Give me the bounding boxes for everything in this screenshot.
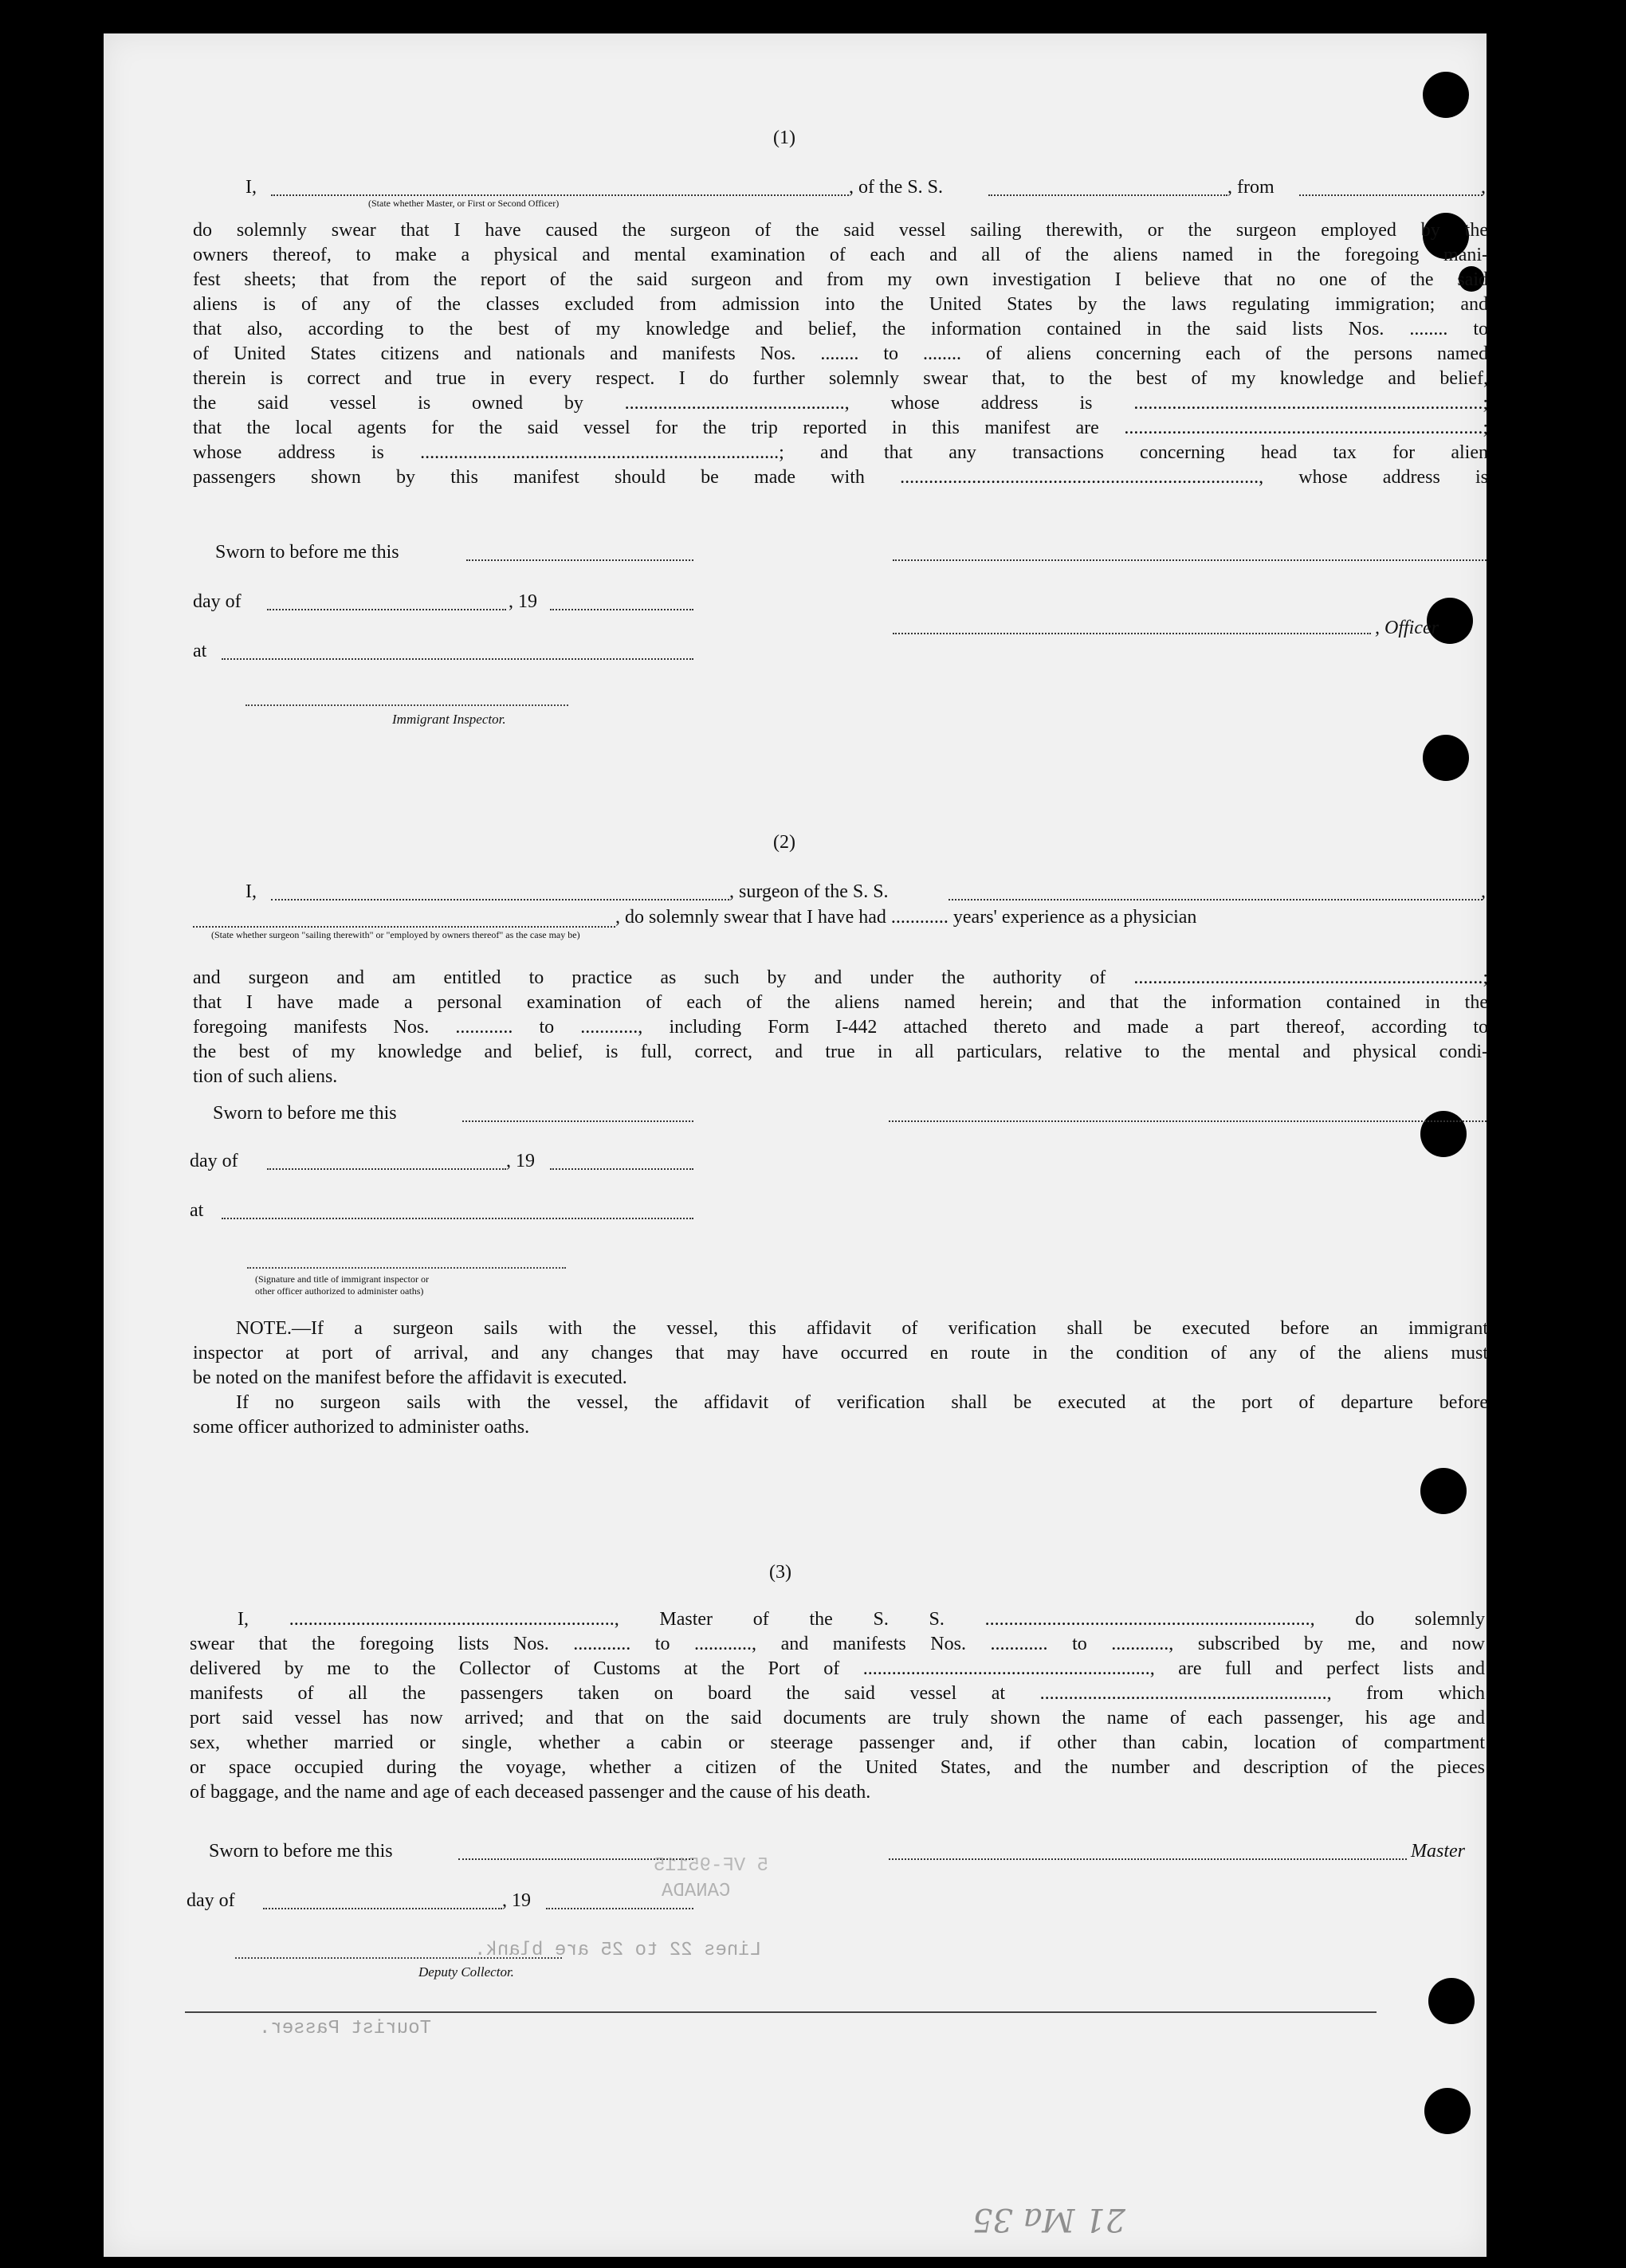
s2-signature-note-2: other officer authorized to administer oaths) <box>255 1285 424 1297</box>
note-paragraph-2 <box>193 1391 1488 1440</box>
s3-para-line: delivered by me to the Collector of Customs at the Port of ............................................................, are full and perfect lists and <box>190 1658 1485 1679</box>
s1-para-line: of United States citizens and nationals and manifests Nos. ........ to ........ of aliens concerning each of the persons named <box>193 343 1488 364</box>
tourist-stamp: Tourist Passer. <box>259 2018 432 2039</box>
s2-surgeon-name-field <box>271 899 729 901</box>
s3-master-label: Master <box>1411 1841 1465 1862</box>
s1-year-field <box>550 609 693 610</box>
s1-subscript: (State whether Master, or First or Second Officer) <box>368 198 560 209</box>
s1-officer-sig-line-2 <box>893 633 1371 634</box>
manifest-page <box>104 33 1487 2257</box>
s2-sworn-field <box>462 1120 693 1122</box>
s1-sworn-field <box>466 559 693 561</box>
section-2-number: (2) <box>773 832 795 853</box>
s2-para-line: the best of my knowledge and belief, is full, correct, and true in all particulars, relative to the mental and physical condi- <box>193 1042 1488 1062</box>
s2-day-field <box>267 1168 506 1170</box>
binder-hole-1 <box>1423 72 1469 118</box>
s2-sig-line-1 <box>889 1120 1487 1122</box>
s2-ship-field <box>949 899 1483 901</box>
s1-ship-name-field <box>988 194 1227 196</box>
s3-year-field <box>546 1908 693 1909</box>
s1-para-line: therein is correct and true in every respect. I do further solemnly swear that, to the best of my knowledge and belief, <box>193 368 1488 389</box>
s1-at-field <box>222 658 693 660</box>
s1-para-line: the said vessel is owned by .............................................., whose address is .........................................................................; <box>193 393 1488 414</box>
s3-sworn-label: Sworn to before me this <box>209 1841 393 1862</box>
s1-para-line: aliens is of any of the classes excluded from admission into the United States by the laws regulating immigration; and <box>193 294 1488 315</box>
note-line: some officer authorized to administer oaths. <box>193 1417 530 1438</box>
note-line: be noted on the manifest before the affidavit is executed. <box>193 1367 627 1388</box>
s2-type-field <box>193 926 615 928</box>
s1-para-line: passengers shown by this manifest should be made with ..........................................................................., whose address is <box>193 467 1488 488</box>
s3-para-line: manifests of all the passengers taken on board the said vessel at ............................................................, from which <box>190 1683 1485 1704</box>
canada-stamp: CANADA <box>662 1881 731 1902</box>
note-line: If no surgeon sails with the vessel, the affidavit of verification shall be executed at the port of departure before <box>236 1392 1488 1413</box>
s3-affidavit-paragraph <box>190 1607 1485 1805</box>
s1-inspector-label: Immigrant Inspector. <box>392 712 506 727</box>
s3-para-line: sex, whether married or single, whether a cabin or steerage passenger and, if other than cabin, location of compartment <box>190 1732 1485 1753</box>
s2-sig-line <box>247 1267 566 1269</box>
s1-sworn-label: Sworn to before me this <box>215 542 399 563</box>
s3-day-field <box>263 1908 502 1909</box>
s2-affidavit-paragraph <box>193 966 1488 1089</box>
s3-master-sig-line <box>889 1858 1407 1860</box>
s3-day-of-label: day of <box>187 1890 235 1911</box>
binder-hole-7 <box>1420 1468 1467 1514</box>
s3-deputy-label: Deputy Collector. <box>418 1964 514 1980</box>
s3-nineteen-label: , 19 <box>502 1890 531 1911</box>
section-1-number: (1) <box>773 128 795 148</box>
s1-para-line: whose address is ...........................................................................; and that any transactions concerning head tax for alien <box>193 442 1488 463</box>
s1-officer-name-field <box>271 194 849 196</box>
s3-para-line: of baggage, and the name and age of each deceased passenger and the cause of his death. <box>190 1782 871 1803</box>
s1-para-line: that the local agents for the said vessel for the trip reported in this manifest are ...........................................................................; <box>193 418 1488 438</box>
s2-surgeon-label: , surgeon of the S. S. <box>729 881 889 902</box>
s1-officer-sig-line-1 <box>893 559 1487 561</box>
s2-year-field <box>550 1168 693 1170</box>
s2-para-line: that I have made a personal examination of each of the aliens named herein; and that the information contained in the <box>193 992 1488 1013</box>
bottom-rule <box>185 2011 1377 2013</box>
s1-affidavit-paragraph <box>193 218 1488 490</box>
s1-from-field <box>1299 194 1483 196</box>
s1-comma: , <box>1481 177 1486 198</box>
s1-i-label: I, <box>245 177 257 198</box>
s2-at-label: at <box>190 1200 204 1221</box>
s2-para-line: and surgeon and am entitled to practice as such by and under the authority of .........................................................................; <box>193 967 1488 988</box>
s2-comma: , <box>1481 881 1486 902</box>
s3-para-line: I, ...................................................................., Master of the S. S. ...................................................................., do solemnly <box>238 1609 1485 1630</box>
binder-hole-9 <box>1424 2088 1471 2134</box>
s2-signature-note-1: (Signature and title of immigrant inspector or <box>255 1273 429 1285</box>
s1-para-line: fest sheets; that from the report of the said surgeon and from my own investigation I believe that no one of the said <box>193 269 1488 290</box>
s1-day-of-label: day of <box>193 591 242 612</box>
s1-day-field <box>267 609 506 610</box>
s2-para-line: tion of such aliens. <box>193 1066 338 1087</box>
s1-inspector-sig-line <box>245 704 568 706</box>
bottom-handwritten-note: 21 Ma 35 <box>972 2201 1126 2238</box>
section-3-number: (3) <box>769 1562 791 1583</box>
s1-from-label: , from <box>1227 177 1274 198</box>
s2-para-line: foregoing manifests Nos. ............ to ............, including Form I-442 attached thereto and made a part thereof, according to <box>193 1017 1488 1038</box>
vf-number-stamp: 5 VF-95115 <box>654 1855 769 1877</box>
s1-of-ss-label: , of the S. S. <box>849 177 944 198</box>
s2-nineteen-label: , 19 <box>506 1151 535 1171</box>
s1-at-label: at <box>193 641 207 661</box>
s2-line2: , do solemnly swear that I have had ............ years' experience as a physician <box>615 907 1197 928</box>
binder-hole-6 <box>1420 1111 1467 1157</box>
s3-para-line: or space occupied during the voyage, whether a citizen of the United States, and the number and description of the pieces <box>190 1757 1485 1778</box>
note-line: inspector at port of arrival, and any changes that may have occurred en route in the condition of any of the aliens must <box>193 1343 1488 1364</box>
s1-nineteen-label: , 19 <box>509 591 537 612</box>
s1-para-line: do solemnly swear that I have caused the surgeon of the said vessel sailing therewith, or the surgeon employed by the <box>193 220 1488 241</box>
s3-para-line: swear that the foregoing lists Nos. ............ to ............, and manifests Nos. ............ to ............, subscribed by me, and now <box>190 1634 1485 1654</box>
s3-para-line: port said vessel has now arrived; and that on the said documents are truly shown the name of each passenger, his age and <box>190 1708 1485 1728</box>
s2-subscript: (State whether surgeon "sailing therewith" or "employed by owners thereof" as the case may be) <box>211 929 580 940</box>
note-line: NOTE.—If a surgeon sails with the vessel, this affidavit of verification shall be executed before an immigrant <box>236 1318 1488 1339</box>
s2-at-field <box>222 1218 693 1219</box>
binder-hole-5 <box>1423 735 1469 781</box>
s1-officer-label: , Officer <box>1375 618 1439 638</box>
s2-sworn-label: Sworn to before me this <box>213 1103 397 1124</box>
s1-para-line: that also, according to the best of my knowledge and belief, the information contained in the said lists Nos. ........ to <box>193 319 1488 339</box>
s2-i-label: I, <box>245 881 257 902</box>
binder-hole-8 <box>1428 1978 1475 2024</box>
s1-para-line: owners thereof, to make a physical and mental examination of each and all of the aliens named in the foregoing mani- <box>193 245 1488 265</box>
lines-blank-stamp: Lines 22 to 25 are blank. <box>474 1940 762 1961</box>
s2-day-of-label: day of <box>190 1151 238 1171</box>
note-paragraph <box>193 1316 1488 1391</box>
